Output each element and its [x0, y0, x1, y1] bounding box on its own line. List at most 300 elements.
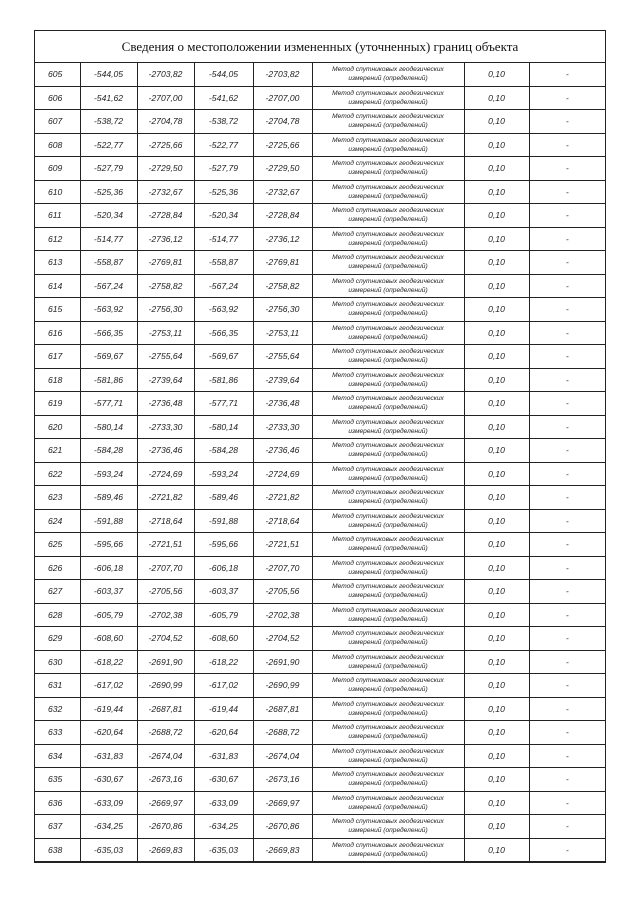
point-number-cell: 630 [35, 650, 80, 674]
table-row [35, 486, 605, 510]
point-number-cell: 629 [35, 627, 80, 651]
point-number-cell: 628 [35, 603, 80, 627]
table-row [35, 462, 605, 486]
y-existing-cell: -2756,30 [137, 298, 194, 322]
x-existing-cell: -633,09 [80, 791, 137, 815]
y-refined-cell: -2687,81 [253, 697, 312, 721]
description-cell: - [529, 415, 605, 439]
method-line-1: Метод спутниковых геодезических [332, 630, 444, 638]
method-line-1: Метод спутниковых геодезических [332, 771, 444, 779]
method-line-2: измерений (определений) [348, 169, 428, 177]
method-line-1: Метод спутниковых геодезических [332, 606, 444, 614]
x-existing-cell: -606,18 [80, 556, 137, 580]
table-row [35, 251, 605, 275]
method-line-1: Метод спутниковых геодезических [332, 254, 444, 262]
description-cell: - [529, 768, 605, 792]
y-existing-cell: -2670,86 [137, 815, 194, 839]
y-existing-cell: -2702,38 [137, 603, 194, 627]
y-refined-cell: -2703,82 [253, 63, 312, 86]
accuracy-cell: 0,10 [464, 627, 529, 651]
method-line-2: измерений (определений) [348, 709, 428, 717]
method-line-2: измерений (определений) [348, 216, 428, 224]
point-number-cell: 606 [35, 86, 80, 110]
method-line-2: измерений (определений) [348, 380, 428, 388]
y-existing-cell: -2704,78 [137, 110, 194, 134]
method-line-2: измерений (определений) [348, 404, 428, 412]
description-cell: - [529, 133, 605, 157]
x-existing-cell: -567,24 [80, 274, 137, 298]
x-existing-cell: -617,02 [80, 674, 137, 698]
method-line-2: измерений (определений) [348, 803, 428, 811]
description-cell: - [529, 815, 605, 839]
point-number-cell: 637 [35, 815, 80, 839]
x-refined-cell: -577,71 [194, 392, 253, 416]
accuracy-cell: 0,10 [464, 791, 529, 815]
table-row [35, 721, 605, 745]
x-refined-cell: -630,67 [194, 768, 253, 792]
method-cell [312, 439, 464, 463]
y-existing-cell: -2732,67 [137, 180, 194, 204]
x-refined-cell: -619,44 [194, 697, 253, 721]
method-line-1: Метод спутниковых геодезических [332, 465, 444, 473]
x-refined-cell: -631,83 [194, 744, 253, 768]
table-row [35, 63, 605, 86]
x-existing-cell: -527,79 [80, 157, 137, 181]
description-cell: - [529, 368, 605, 392]
y-refined-cell: -2707,00 [253, 86, 312, 110]
x-refined-cell: -541,62 [194, 86, 253, 110]
y-existing-cell: -2758,82 [137, 274, 194, 298]
x-existing-cell: -603,37 [80, 580, 137, 604]
x-refined-cell: -514,77 [194, 227, 253, 251]
x-existing-cell: -522,77 [80, 133, 137, 157]
method-line-2: измерений (определений) [348, 639, 428, 647]
accuracy-cell: 0,10 [464, 274, 529, 298]
accuracy-cell: 0,10 [464, 674, 529, 698]
x-refined-cell: -569,67 [194, 345, 253, 369]
method-line-1: Метод спутниковых геодезических [332, 442, 444, 450]
accuracy-cell: 0,10 [464, 133, 529, 157]
method-cell [312, 815, 464, 839]
method-line-2: измерений (определений) [348, 615, 428, 623]
point-number-cell: 610 [35, 180, 80, 204]
y-existing-cell: -2688,72 [137, 721, 194, 745]
method-line-2: измерений (определений) [348, 451, 428, 459]
y-existing-cell: -2755,64 [137, 345, 194, 369]
method-cell [312, 204, 464, 228]
table-body [35, 63, 605, 862]
accuracy-cell: 0,10 [464, 533, 529, 557]
method-line-2: измерений (определений) [348, 333, 428, 341]
x-refined-cell: -563,92 [194, 298, 253, 322]
x-existing-cell: -635,03 [80, 838, 137, 862]
y-existing-cell: -2707,70 [137, 556, 194, 580]
y-refined-cell: -2673,16 [253, 768, 312, 792]
table-row [35, 533, 605, 557]
y-refined-cell: -2739,64 [253, 368, 312, 392]
x-refined-cell: -525,36 [194, 180, 253, 204]
accuracy-cell: 0,10 [464, 815, 529, 839]
table-row [35, 838, 605, 862]
table-row [35, 274, 605, 298]
y-refined-cell: -2674,04 [253, 744, 312, 768]
method-cell [312, 298, 464, 322]
table-row [35, 415, 605, 439]
method-cell [312, 627, 464, 651]
accuracy-cell: 0,10 [464, 603, 529, 627]
description-cell: - [529, 298, 605, 322]
x-refined-cell: -522,77 [194, 133, 253, 157]
method-line-2: измерений (определений) [348, 568, 428, 576]
y-refined-cell: -2718,64 [253, 509, 312, 533]
method-line-2: измерений (определений) [348, 827, 428, 835]
method-cell [312, 580, 464, 604]
description-cell: - [529, 721, 605, 745]
point-number-cell: 608 [35, 133, 80, 157]
point-number-cell: 634 [35, 744, 80, 768]
accuracy-cell: 0,10 [464, 486, 529, 510]
method-line-2: измерений (определений) [348, 780, 428, 788]
method-cell [312, 392, 464, 416]
point-number-cell: 620 [35, 415, 80, 439]
table-row [35, 627, 605, 651]
method-line-1: Метод спутниковых геодезических [332, 794, 444, 802]
point-number-cell: 613 [35, 251, 80, 275]
point-number-cell: 605 [35, 63, 80, 86]
x-existing-cell: -595,66 [80, 533, 137, 557]
y-refined-cell: -2728,84 [253, 204, 312, 228]
y-existing-cell: -2703,82 [137, 63, 194, 86]
y-existing-cell: -2736,46 [137, 439, 194, 463]
accuracy-cell: 0,10 [464, 227, 529, 251]
x-existing-cell: -630,67 [80, 768, 137, 792]
method-line-1: Метод спутниковых геодезических [332, 301, 444, 309]
accuracy-cell: 0,10 [464, 650, 529, 674]
method-cell [312, 674, 464, 698]
method-line-1: Метод спутниковых геодезических [332, 136, 444, 144]
y-refined-cell: -2736,46 [253, 439, 312, 463]
x-existing-cell: -631,83 [80, 744, 137, 768]
table-row [35, 603, 605, 627]
x-refined-cell: -566,35 [194, 321, 253, 345]
y-existing-cell: -2669,97 [137, 791, 194, 815]
y-existing-cell: -2728,84 [137, 204, 194, 228]
description-cell: - [529, 627, 605, 651]
method-line-1: Метод спутниковых геодезических [332, 489, 444, 497]
y-refined-cell: -2690,99 [253, 674, 312, 698]
point-number-cell: 627 [35, 580, 80, 604]
x-refined-cell: -620,64 [194, 721, 253, 745]
method-cell [312, 838, 464, 862]
y-refined-cell: -2702,38 [253, 603, 312, 627]
table-row [35, 133, 605, 157]
table-row [35, 180, 605, 204]
y-existing-cell: -2753,11 [137, 321, 194, 345]
y-existing-cell: -2739,64 [137, 368, 194, 392]
description-cell: - [529, 86, 605, 110]
method-line-2: измерений (определений) [348, 733, 428, 741]
y-refined-cell: -2669,83 [253, 838, 312, 862]
y-refined-cell: -2724,69 [253, 462, 312, 486]
method-cell [312, 251, 464, 275]
method-cell [312, 227, 464, 251]
x-existing-cell: -620,64 [80, 721, 137, 745]
point-number-cell: 607 [35, 110, 80, 134]
accuracy-cell: 0,10 [464, 86, 529, 110]
x-existing-cell: -618,22 [80, 650, 137, 674]
x-refined-cell: -527,79 [194, 157, 253, 181]
method-line-1: Метод спутниковых геодезических [332, 677, 444, 685]
x-existing-cell: -608,60 [80, 627, 137, 651]
description-cell: - [529, 486, 605, 510]
boundary-sheet [34, 30, 606, 863]
method-line-2: измерений (определений) [348, 662, 428, 670]
method-cell [312, 768, 464, 792]
method-line-1: Метод спутниковых геодезических [332, 277, 444, 285]
point-number-cell: 636 [35, 791, 80, 815]
point-number-cell: 612 [35, 227, 80, 251]
table-row [35, 509, 605, 533]
table-row [35, 204, 605, 228]
method-cell [312, 744, 464, 768]
y-existing-cell: -2690,99 [137, 674, 194, 698]
description-cell: - [529, 345, 605, 369]
accuracy-cell: 0,10 [464, 721, 529, 745]
description-cell: - [529, 321, 605, 345]
x-existing-cell: -525,36 [80, 180, 137, 204]
method-line-2: измерений (определений) [348, 545, 428, 553]
method-line-1: Метод спутниковых геодезических [332, 89, 444, 97]
method-cell [312, 86, 464, 110]
accuracy-cell: 0,10 [464, 157, 529, 181]
description-cell: - [529, 603, 605, 627]
x-refined-cell: -593,24 [194, 462, 253, 486]
method-cell [312, 462, 464, 486]
method-line-1: Метод спутниковых геодезических [332, 653, 444, 661]
x-refined-cell: -584,28 [194, 439, 253, 463]
x-refined-cell: -580,14 [194, 415, 253, 439]
y-existing-cell: -2736,12 [137, 227, 194, 251]
x-existing-cell: -538,72 [80, 110, 137, 134]
y-existing-cell: -2721,51 [137, 533, 194, 557]
x-existing-cell: -634,25 [80, 815, 137, 839]
y-refined-cell: -2732,67 [253, 180, 312, 204]
point-number-cell: 617 [35, 345, 80, 369]
x-existing-cell: -593,24 [80, 462, 137, 486]
description-cell: - [529, 251, 605, 275]
method-line-2: измерений (определений) [348, 686, 428, 694]
accuracy-cell: 0,10 [464, 63, 529, 86]
x-refined-cell: -591,88 [194, 509, 253, 533]
point-number-cell: 633 [35, 721, 80, 745]
x-existing-cell: -580,14 [80, 415, 137, 439]
method-cell [312, 697, 464, 721]
description-cell: - [529, 838, 605, 862]
x-refined-cell: -606,18 [194, 556, 253, 580]
description-cell: - [529, 509, 605, 533]
x-refined-cell: -581,86 [194, 368, 253, 392]
y-existing-cell: -2704,52 [137, 627, 194, 651]
method-line-1: Метод спутниковых геодезических [332, 700, 444, 708]
table-row [35, 321, 605, 345]
accuracy-cell: 0,10 [464, 580, 529, 604]
method-line-1: Метод спутниковых геодезических [332, 371, 444, 379]
method-cell [312, 345, 464, 369]
method-line-1: Метод спутниковых геодезических [332, 207, 444, 215]
x-refined-cell: -520,34 [194, 204, 253, 228]
method-line-2: измерений (определений) [348, 474, 428, 482]
method-line-2: измерений (определений) [348, 122, 428, 130]
x-refined-cell: -603,37 [194, 580, 253, 604]
method-cell [312, 650, 464, 674]
x-refined-cell: -635,03 [194, 838, 253, 862]
sheet-title: Сведения о местоположении измененных (уточненных) границ объекта [35, 31, 605, 63]
point-number-cell: 615 [35, 298, 80, 322]
method-line-2: измерений (определений) [348, 357, 428, 365]
y-existing-cell: -2733,30 [137, 415, 194, 439]
point-number-cell: 619 [35, 392, 80, 416]
point-number-cell: 632 [35, 697, 80, 721]
y-refined-cell: -2769,81 [253, 251, 312, 275]
method-line-1: Метод спутниковых геодезических [332, 113, 444, 121]
y-refined-cell: -2705,56 [253, 580, 312, 604]
y-refined-cell: -2691,90 [253, 650, 312, 674]
table-row [35, 227, 605, 251]
y-refined-cell: -2670,86 [253, 815, 312, 839]
method-cell [312, 110, 464, 134]
point-number-cell: 622 [35, 462, 80, 486]
method-line-1: Метод спутниковых геодезических [332, 583, 444, 591]
y-refined-cell: -2725,66 [253, 133, 312, 157]
accuracy-cell: 0,10 [464, 251, 529, 275]
method-line-1: Метод спутниковых геодезических [332, 160, 444, 168]
point-number-cell: 621 [35, 439, 80, 463]
method-line-2: измерений (определений) [348, 192, 428, 200]
table-row [35, 556, 605, 580]
point-number-cell: 616 [35, 321, 80, 345]
method-line-1: Метод спутниковых геодезических [332, 183, 444, 191]
table-row [35, 368, 605, 392]
method-line-2: измерений (определений) [348, 521, 428, 529]
x-refined-cell: -595,66 [194, 533, 253, 557]
y-existing-cell: -2674,04 [137, 744, 194, 768]
y-existing-cell: -2769,81 [137, 251, 194, 275]
point-number-cell: 618 [35, 368, 80, 392]
x-existing-cell: -569,67 [80, 345, 137, 369]
accuracy-cell: 0,10 [464, 368, 529, 392]
point-number-cell: 623 [35, 486, 80, 510]
table-row [35, 697, 605, 721]
table-row [35, 345, 605, 369]
y-existing-cell: -2705,56 [137, 580, 194, 604]
x-existing-cell: -591,88 [80, 509, 137, 533]
table-row [35, 298, 605, 322]
accuracy-cell: 0,10 [464, 768, 529, 792]
x-existing-cell: -558,87 [80, 251, 137, 275]
x-existing-cell: -566,35 [80, 321, 137, 345]
x-existing-cell: -544,05 [80, 63, 137, 86]
y-existing-cell: -2687,81 [137, 697, 194, 721]
y-refined-cell: -2758,82 [253, 274, 312, 298]
method-line-1: Метод спутниковых геодезических [332, 324, 444, 332]
method-line-2: измерений (определений) [348, 592, 428, 600]
method-cell [312, 603, 464, 627]
table-row [35, 392, 605, 416]
method-line-1: Метод спутниковых геодезических [332, 230, 444, 238]
y-refined-cell: -2704,52 [253, 627, 312, 651]
y-existing-cell: -2721,82 [137, 486, 194, 510]
x-refined-cell: -567,24 [194, 274, 253, 298]
accuracy-cell: 0,10 [464, 439, 529, 463]
accuracy-cell: 0,10 [464, 556, 529, 580]
description-cell: - [529, 674, 605, 698]
method-line-1: Метод спутниковых геодезических [332, 841, 444, 849]
point-number-cell: 638 [35, 838, 80, 862]
y-refined-cell: -2733,30 [253, 415, 312, 439]
y-existing-cell: -2736,48 [137, 392, 194, 416]
point-number-cell: 631 [35, 674, 80, 698]
method-cell [312, 180, 464, 204]
point-number-cell: 614 [35, 274, 80, 298]
method-cell [312, 791, 464, 815]
x-refined-cell: -633,09 [194, 791, 253, 815]
method-cell [312, 274, 464, 298]
description-cell: - [529, 791, 605, 815]
description-cell: - [529, 63, 605, 86]
method-line-2: измерений (определений) [348, 310, 428, 318]
method-line-1: Метод спутниковых геодезических [332, 724, 444, 732]
method-line-1: Метод спутниковых геодезических [332, 66, 444, 74]
x-refined-cell: -608,60 [194, 627, 253, 651]
accuracy-cell: 0,10 [464, 462, 529, 486]
description-cell: - [529, 157, 605, 181]
table-row [35, 86, 605, 110]
x-refined-cell: -558,87 [194, 251, 253, 275]
y-refined-cell: -2753,11 [253, 321, 312, 345]
y-refined-cell: -2669,97 [253, 791, 312, 815]
table-row [35, 157, 605, 181]
accuracy-cell: 0,10 [464, 509, 529, 533]
method-line-1: Метод спутниковых геодезических [332, 418, 444, 426]
method-cell [312, 63, 464, 86]
method-line-2: измерений (определений) [348, 263, 428, 271]
method-line-1: Метод спутниковых геодезических [332, 747, 444, 755]
accuracy-cell: 0,10 [464, 110, 529, 134]
table-row [35, 791, 605, 815]
y-refined-cell: -2736,48 [253, 392, 312, 416]
x-refined-cell: -617,02 [194, 674, 253, 698]
table-row [35, 110, 605, 134]
y-refined-cell: -2688,72 [253, 721, 312, 745]
method-line-1: Метод спутниковых геодезических [332, 559, 444, 567]
x-existing-cell: -563,92 [80, 298, 137, 322]
y-refined-cell: -2755,64 [253, 345, 312, 369]
description-cell: - [529, 227, 605, 251]
x-existing-cell: -589,46 [80, 486, 137, 510]
x-existing-cell: -520,34 [80, 204, 137, 228]
method-line-2: измерений (определений) [348, 286, 428, 294]
accuracy-cell: 0,10 [464, 180, 529, 204]
point-number-cell: 609 [35, 157, 80, 181]
accuracy-cell: 0,10 [464, 321, 529, 345]
x-existing-cell: -577,71 [80, 392, 137, 416]
y-existing-cell: -2669,83 [137, 838, 194, 862]
method-line-1: Метод спутниковых геодезических [332, 395, 444, 403]
point-number-cell: 635 [35, 768, 80, 792]
y-refined-cell: -2704,78 [253, 110, 312, 134]
x-existing-cell: -619,44 [80, 697, 137, 721]
method-cell [312, 721, 464, 745]
